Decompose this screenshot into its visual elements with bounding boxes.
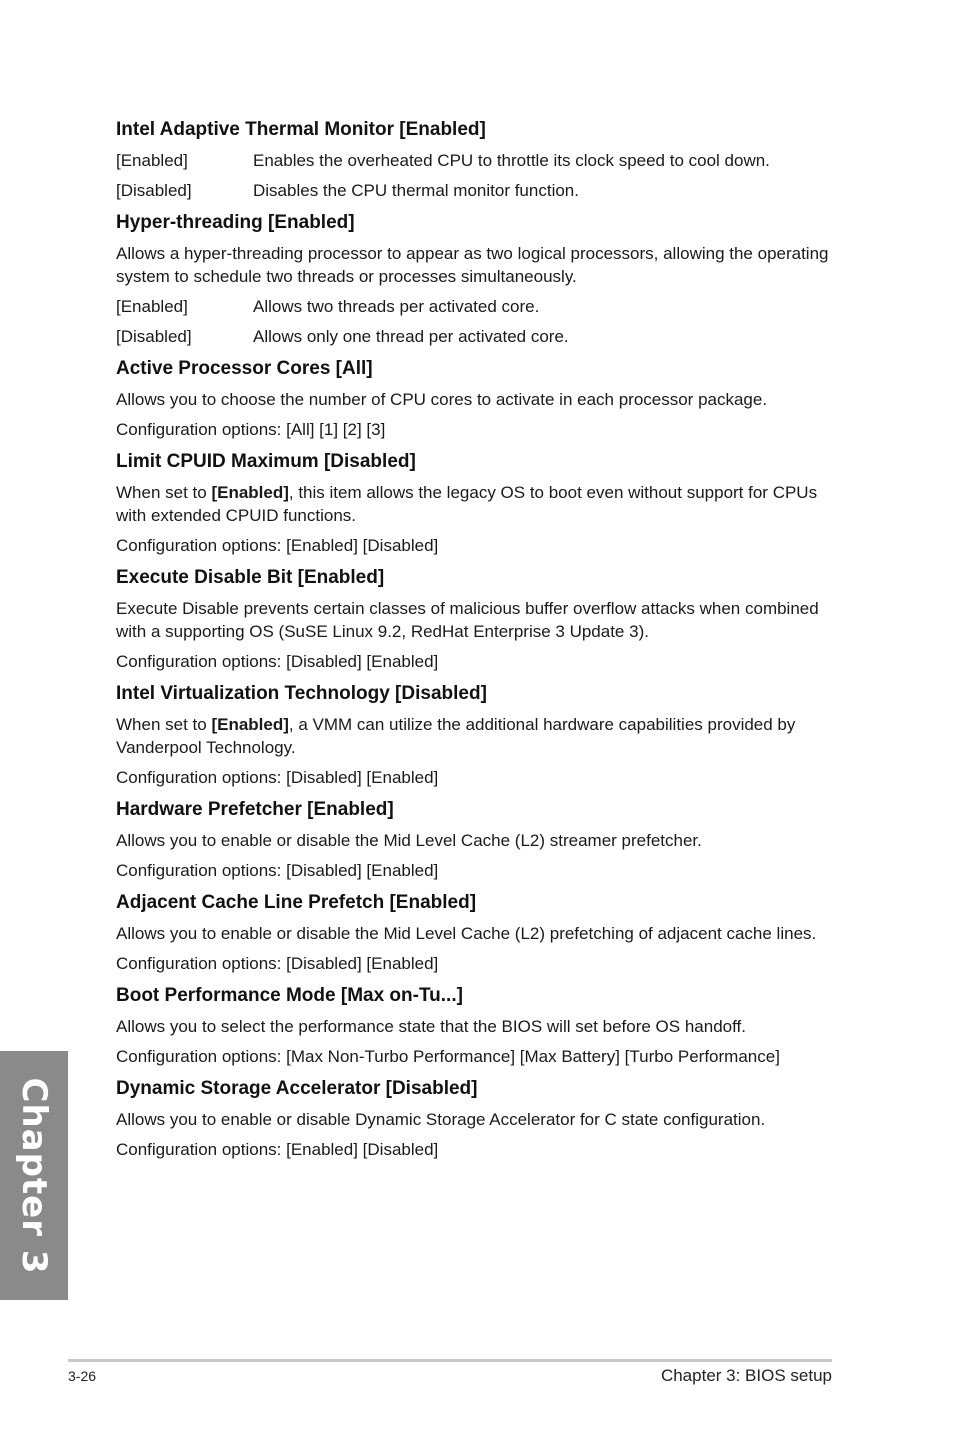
option-value: Enables the overheated CPU to throttle its clock speed to cool down. [253, 151, 770, 170]
option-value: Allows only one thread per activated core. [253, 327, 569, 346]
section-active-processor-cores [116, 357, 836, 441]
option-row [116, 325, 836, 348]
manual-content [116, 118, 836, 1168]
section-execute-disable-bit [116, 566, 836, 673]
option-value: Disables the CPU thermal monitor function. [253, 181, 579, 200]
chapter-tab-label: Chapter 3 [14, 1076, 54, 1275]
section-intel-adaptive-thermal-monitor [116, 118, 836, 202]
section-dynamic-storage-accelerator [116, 1077, 836, 1161]
section-title: Active Processor Cores [All] [116, 358, 373, 379]
footer-chapter-title: Chapter 3: BIOS setup [660, 1366, 832, 1385]
config-options: Configuration options: [Disabled] [Enabled] [116, 954, 439, 973]
config-options: Configuration options: [Max Non-Turbo Performance] [Max Battery] [Turbo Performance] [116, 1047, 780, 1066]
option-key: [Enabled] [116, 297, 188, 316]
config-options: Configuration options: [All] [1] [2] [3] [116, 420, 386, 439]
config-options: Configuration options: [Enabled] [Disabled] [116, 536, 439, 555]
section-description: Allows a hyper-threading processor to appear as two logical processors, allowing the operating system to schedule two threads or processes simultaneously. [116, 244, 829, 286]
section-title: Limit CPUID Maximum [Disabled] [116, 451, 416, 472]
config-options: Configuration options: [Disabled] [Enabled] [116, 768, 439, 787]
section-description: Execute Disable prevents certain classes of malicious buffer overflow attacks when combined with a supporting OS (SuSE Linux 9.2, RedHat Enterprise 3 Update 3). [116, 599, 819, 641]
footer-divider [68, 1359, 832, 1362]
section-title: Hyper-threading [Enabled] [116, 212, 355, 233]
section-description: Allows you to choose the number of CPU cores to activate in each processor package. [116, 390, 768, 409]
section-boot-performance-mode [116, 984, 836, 1068]
description-emphasis: [Enabled] [211, 715, 289, 734]
section-description: Allows you to enable or disable the Mid Level Cache (L2) prefetching of adjacent cache lines. [116, 924, 817, 943]
page-number: 3-26 [68, 1368, 97, 1384]
config-options: Configuration options: [Disabled] [Enabled] [116, 861, 439, 880]
section-title: Intel Virtualization Technology [Disabled] [116, 683, 487, 704]
section-description [116, 481, 836, 527]
section-title: Boot Performance Mode [Max on-Tu...] [116, 985, 463, 1006]
description-text: When set to [116, 483, 212, 502]
config-options: Configuration options: [Disabled] [Enabled] [116, 652, 439, 671]
section-adjacent-cache-line-prefetch [116, 891, 836, 975]
section-intel-virtualization-technology [116, 682, 836, 789]
config-options: Configuration options: [Enabled] [Disabled] [116, 1140, 439, 1159]
option-row [116, 149, 836, 172]
section-hardware-prefetcher [116, 798, 836, 882]
option-value: Allows two threads per activated core. [253, 297, 540, 316]
option-key: [Disabled] [116, 181, 192, 200]
option-key: [Disabled] [116, 327, 192, 346]
section-title: Dynamic Storage Accelerator [Disabled] [116, 1078, 478, 1099]
option-key: [Enabled] [116, 151, 188, 170]
section-hyper-threading [116, 211, 836, 348]
section-title: Adjacent Cache Line Prefetch [Enabled] [116, 892, 477, 913]
description-emphasis: [Enabled] [211, 483, 289, 502]
section-title: Hardware Prefetcher [Enabled] [116, 799, 394, 820]
section-title: Intel Adaptive Thermal Monitor [Enabled] [116, 119, 486, 140]
section-description [116, 713, 836, 759]
option-row [116, 179, 836, 202]
section-description: Allows you to enable or disable Dynamic Storage Accelerator for C state configuration. [116, 1110, 766, 1129]
description-text: , this item allows the legacy OS to boot even without support for CPUs with extended CPUID functions. [116, 483, 818, 525]
section-description: Allows you to enable or disable the Mid Level Cache (L2) streamer prefetcher. [116, 831, 702, 850]
option-row [116, 295, 836, 318]
description-text: , a VMM can utilize the additional hardware capabilities provided by Vanderpool Technology. [116, 715, 796, 757]
section-title: Execute Disable Bit [Enabled] [116, 567, 385, 588]
description-text: When set to [116, 715, 212, 734]
chapter-side-tab [0, 1051, 68, 1300]
section-description: Allows you to select the performance state that the BIOS will set before OS handoff. [116, 1017, 746, 1036]
section-limit-cpuid-maximum [116, 450, 836, 557]
